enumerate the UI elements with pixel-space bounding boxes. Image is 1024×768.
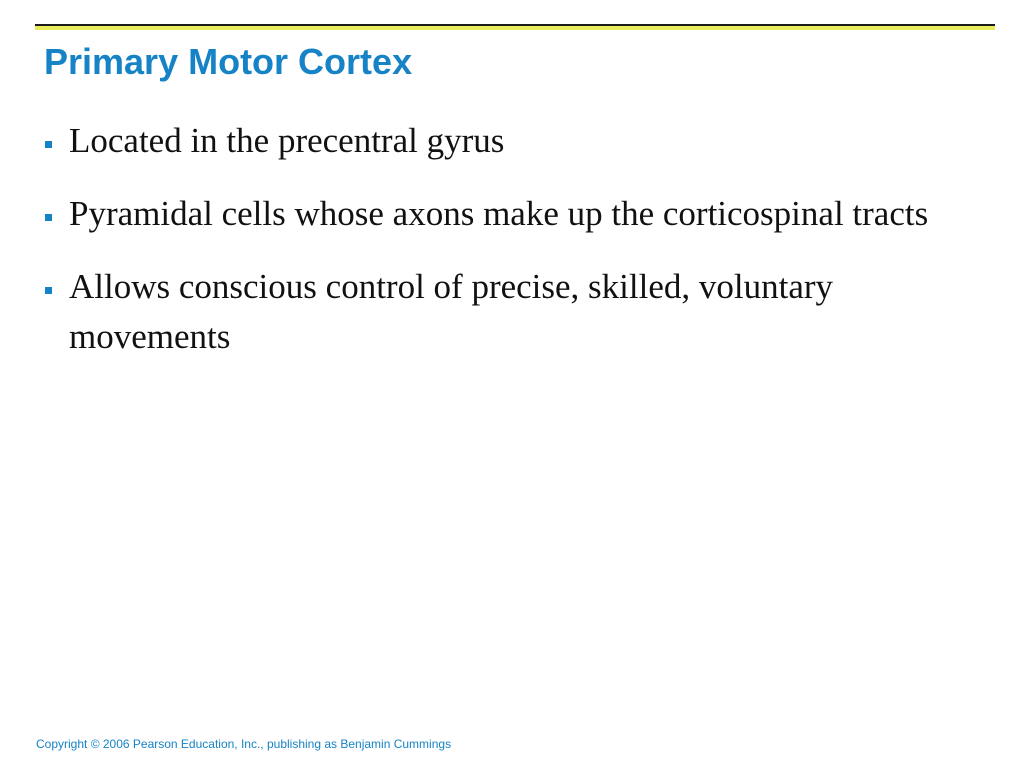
- bullet-text: Allows conscious control of precise, skilled, voluntary movements: [69, 267, 834, 356]
- bullet-list: [42, 116, 982, 385]
- top-rule-divider: [35, 24, 995, 30]
- square-bullet-icon: [45, 214, 52, 221]
- slide-title: Primary Motor Cortex: [44, 41, 413, 82]
- bullet-text: Located in the precentral gyrus: [69, 121, 505, 160]
- square-bullet-icon: [45, 287, 52, 294]
- square-bullet-icon: [45, 141, 52, 148]
- bullet-text: Pyramidal cells whose axons make up the corticospinal tracts: [69, 194, 929, 233]
- bullet-item: [42, 116, 982, 166]
- copyright-footer: Copyright © 2006 Pearson Education, Inc., publishing as Benjamin Cummings: [36, 737, 452, 751]
- bullet-item: [42, 262, 982, 362]
- bullet-item: [42, 189, 982, 239]
